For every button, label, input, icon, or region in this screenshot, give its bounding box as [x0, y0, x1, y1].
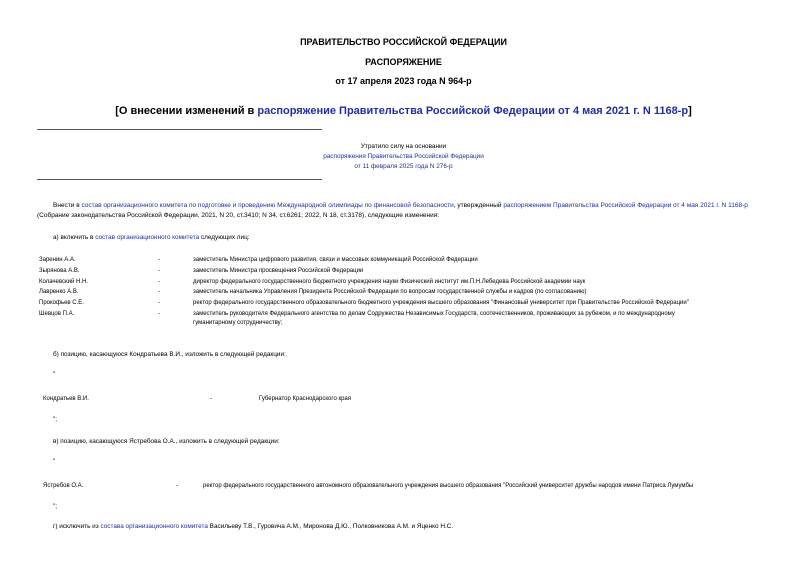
- committee-composition-link[interactable]: состав организационного комитета по подготовке и проведению Международной олимпиады по финансовой безопасности: [81, 202, 454, 209]
- document-date-number: от 17 апреля 2023 года N 964-р: [335, 76, 472, 86]
- document-title: [0, 105, 807, 117]
- divider-top: [37, 129, 322, 130]
- intro-text-1: Внести в: [53, 202, 82, 209]
- item-b-close-quote: ";: [53, 416, 58, 423]
- item-c: в) позицию, касающуюся Ястребова О.А., изложить в следующей редакции:: [53, 438, 280, 445]
- item-b-dash: -: [210, 396, 212, 402]
- item-d: [53, 522, 453, 532]
- person-role-continued: гуманитарному сотрудничеству;: [193, 320, 283, 326]
- item-d-committee-link[interactable]: состава организационного комитета: [100, 523, 208, 530]
- person-role: заместитель начальника Управления Президента Российской Федерации по вопросам государственной службы и кадров (по согласованию): [193, 289, 587, 295]
- revoking-order-date-link[interactable]: от 11 февраля 2025 года N 276-р: [354, 163, 453, 170]
- item-a-text-2: следующих лиц:: [199, 234, 250, 241]
- person-role: заместитель руководителя Федерального агентства по делам Содружества Независимых Государств, соотечественников, проживающих за рубежом, и по международному: [193, 311, 675, 317]
- person-dash: -: [158, 279, 160, 285]
- item-d-text-2: Васильеву Т.В., Гуровича А.М., Миронова Д.Ю., Полковникова А.М. и Яценко Н.С.: [207, 523, 454, 530]
- person-dash: -: [158, 268, 160, 274]
- person-role: директор федерального государственного бюджетного учреждения науки Физический институт им.П.Н.Лебедева Российской академии наук: [193, 279, 586, 285]
- revoked-note: Утратило силу на основании: [360, 143, 447, 150]
- government-heading: ПРАВИТЕЛЬСТВО РОССИЙСКОЙ ФЕДЕРАЦИИ: [300, 37, 507, 47]
- person-role: заместитель Министра цифрового развития, связи и массовых коммуникаций Российской Федерации: [193, 257, 478, 263]
- document-type: РАСПОРЯЖЕНИЕ: [365, 57, 442, 67]
- divider-bottom: [37, 179, 322, 180]
- item-a: [53, 233, 250, 243]
- person-dash: -: [158, 257, 160, 263]
- person-name: Зырянова А.В.: [39, 268, 80, 274]
- item-d-text-1: г) исключить из: [53, 523, 101, 530]
- person-dash: -: [158, 289, 160, 295]
- item-b-role: Губернатор Краснодарского края: [259, 396, 351, 402]
- title-open-bracket: [: [115, 105, 119, 117]
- intro-text-2: , утвержденный: [453, 202, 504, 209]
- item-b-name: Кондратьев В.И.: [43, 396, 89, 402]
- person-dash: -: [158, 300, 160, 306]
- person-name: Лавренко А.В.: [39, 289, 79, 295]
- person-role: ректор федерального государственного образовательного бюджетного учреждения высшего образования "Финансовый университет при Правительстве Российской Федерации": [193, 300, 689, 306]
- intro-text-3: (Собрание законодательства Российской Федерации, 2021, N 20, ст.3410; N 34, ст.6261; 2022, N 18, ст.3178), следующие изменения:: [37, 212, 440, 219]
- item-c-dash: -: [176, 483, 178, 489]
- person-name: Шевцов П.А.: [39, 311, 75, 317]
- item-c-role: ректор федерального государственного автономного образовательного учреждения высшего образования "Российский университет дружбы народов имени Патриса Лумумбы: [203, 483, 694, 489]
- person-name: Заренин А.А.: [39, 257, 76, 263]
- person-dash: -: [158, 311, 160, 317]
- person-name: Колачевский Н.Н.: [39, 279, 88, 285]
- item-c-name: Ястребов О.А.: [43, 483, 84, 489]
- item-a-text-1: а) включить в: [53, 234, 96, 241]
- title-prefix: О внесении изменений в: [118, 105, 258, 117]
- revoking-order-link[interactable]: распоряжения Правительства Российской Федерации: [323, 153, 484, 160]
- item-c-open-quote: ": [53, 458, 56, 465]
- approving-order-link[interactable]: распоряжением Правительства Российской Федерации от 4 мая 2021 г. N 1168-р: [503, 202, 748, 209]
- item-b-open-quote: ": [53, 371, 56, 378]
- person-name: Прокофьев С.Е.: [39, 300, 84, 306]
- title-amended-order-link[interactable]: распоряжение Правительства Российской Федерации от 4 мая 2021 г. N 1168-р: [257, 105, 689, 117]
- item-b: б) позицию, касающуюся Кондратьева В.И., изложить в следующей редакции:: [53, 351, 286, 358]
- title-close-bracket: ]: [688, 105, 692, 117]
- person-role: заместитель Министра просвещения Российской Федерации: [193, 268, 364, 274]
- item-c-close-quote: ";: [53, 503, 58, 510]
- intro-paragraph: [37, 201, 772, 221]
- item-a-committee-link[interactable]: состав организационного комитета: [95, 234, 200, 241]
